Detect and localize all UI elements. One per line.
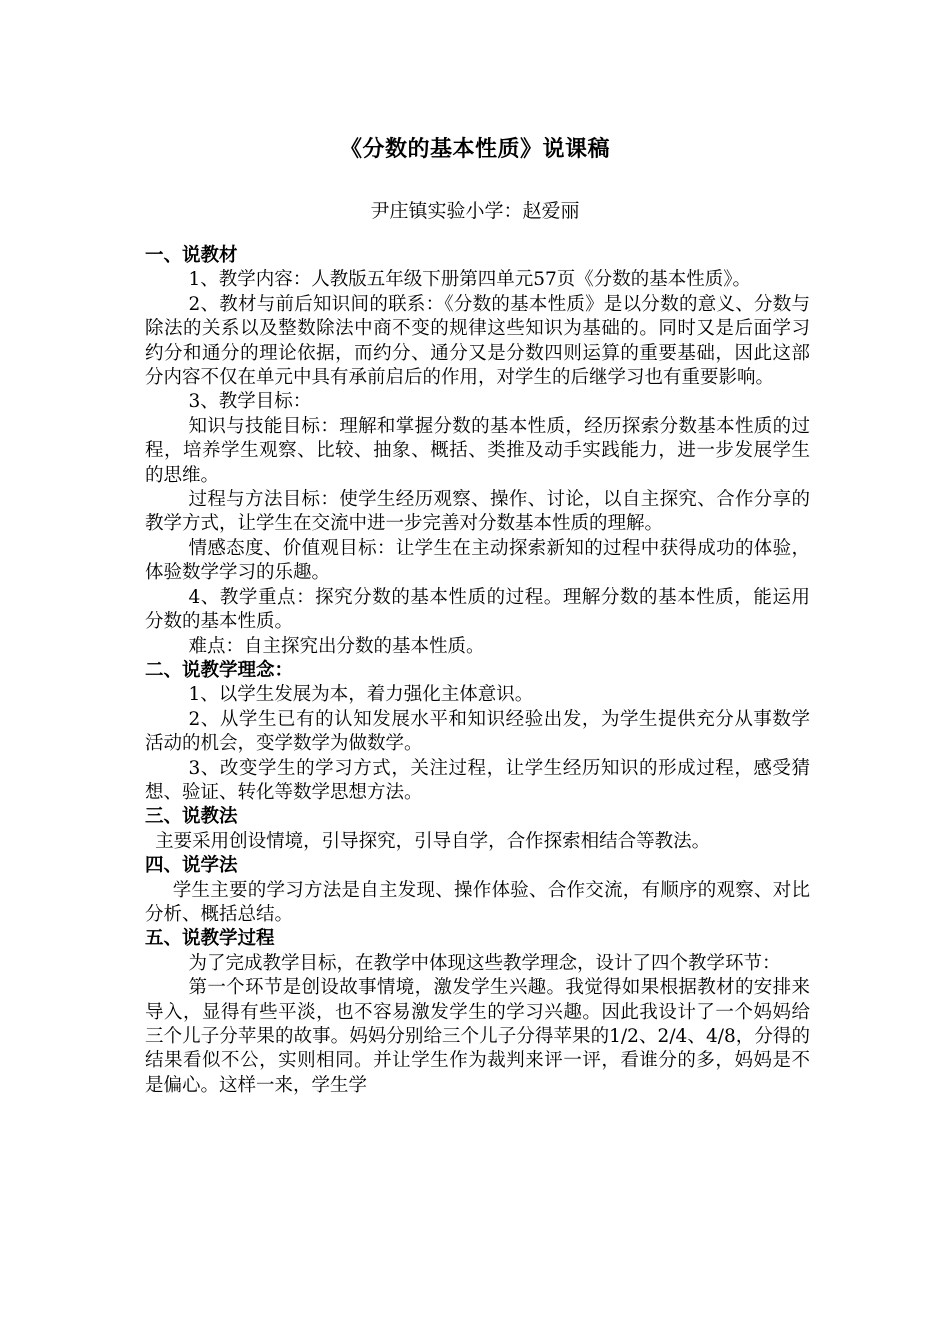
body-paragraph: 情感态度、价值观目标：让学生在主动探索新知的过程中获得成功的体验，体验数学学习的乐趣。 bbox=[145, 537, 810, 584]
section-heading: 五、说教学过程 bbox=[145, 928, 275, 950]
body-paragraph: 主要采用创设情境，引导探究，引导自学，合作探索相结合等教法。 bbox=[155, 830, 711, 852]
body-paragraph: 1、教学内容：人教版五年级下册第四单元57页《分数的基本性质》。 bbox=[188, 269, 752, 291]
body-paragraph: 3、改变学生的学习方式，关注过程，让学生经历知识的形成过程，感受猜想、验证、转化等数学思想方法。 bbox=[145, 757, 810, 803]
section-heading: 三、说教法 bbox=[145, 806, 238, 828]
section-heading: 一、说教材 bbox=[145, 245, 238, 266]
body-paragraph: 4、教学重点：探究分数的基本性质的过程。理解分数的基本性质，能运用分数的基本性质。 bbox=[145, 586, 810, 633]
section-heading: 四、说学法 bbox=[145, 855, 238, 877]
body-paragraph: 难点：自主探究出分数的基本性质。 bbox=[188, 635, 485, 657]
body-paragraph: 过程与方法目标：使学生经历观察、操作、讨论，以自主探究、合作分享的教学方式，让学生在交流中进一步完善对分数基本性质的理解。 bbox=[145, 489, 810, 535]
document-author: 尹庄镇实验小学：赵爱丽 bbox=[370, 200, 580, 222]
body-paragraph: 为了完成教学目标，在教学中体现这些教学理念，设计了四个教学环节： bbox=[188, 952, 781, 974]
body-paragraph: 3、教学目标： bbox=[188, 391, 312, 413]
document-body bbox=[145, 244, 810, 1098]
section-heading: 二、说教学理念： bbox=[145, 659, 294, 681]
body-paragraph: 学生主要的学习方法是自主发现、操作体验、合作交流，有顺序的观察、对比分析、概括总结。 bbox=[145, 879, 810, 925]
body-paragraph: 第一个环节是创设故事情境，激发学生兴趣。我觉得如果根据教材的安排来导入，显得有些平淡，也不容易激发学生的学习兴趣。因此我设计了一个妈妈给三个儿子分苹果的故事。妈妈分别给三个儿子分得苹果的1/2、2/4、4/8，分得的结果看似不公，实则相同。并让学生作为裁判来评一评，看谁分的多，妈妈是不是偏心。这样一来，学生学 bbox=[145, 977, 810, 1096]
body-paragraph: 知识与技能目标：理解和掌握分数的基本性质，经历探索分数基本性质的过程，培养学生观察、比较、抽象、概括、类推及动手实践能力，进一步发展学生的思维。 bbox=[145, 415, 810, 486]
body-paragraph: 2、从学生已有的认知发展水平和知识经验出发，为学生提供充分从事数学活动的机会，变学数学为做数学。 bbox=[145, 708, 810, 755]
document-title: 《分数的基本性质》说课稿 bbox=[339, 136, 610, 162]
body-paragraph: 2、教材与前后知识间的联系：《分数的基本性质》是以分数的意义、分数与除法的关系以及整数除法中商不变的规律这些知识为基础的。同时又是后面学习约分和通分的理论依据，而约分、通分又是分数四则运算的重要基础，因此这部分内容不仅在单元中具有承前启后的作用，对学生的后继学习也有重要影响。 bbox=[145, 293, 810, 389]
body-paragraph: 1、以学生发展为本，着力强化主体意识。 bbox=[188, 684, 534, 706]
